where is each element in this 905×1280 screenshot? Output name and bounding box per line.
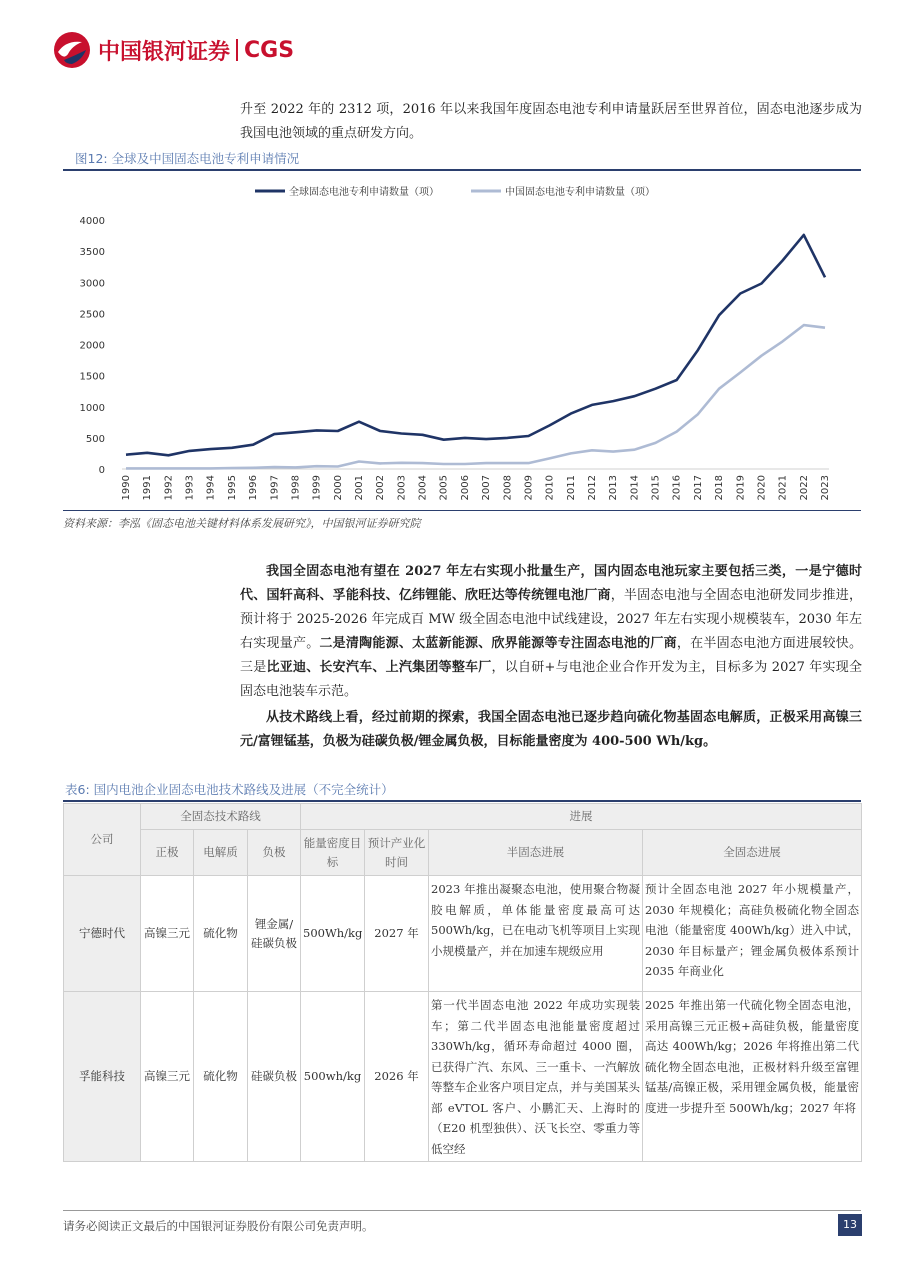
cell-electrolyte: 硫化物 — [194, 876, 248, 992]
body-bold-2: 二是清陶能源、太蓝新能源、欣界能源等专注固态电池的厂商 — [319, 636, 677, 651]
x-tick-label: 1994 — [205, 475, 217, 501]
x-tick-label: 2004 — [417, 475, 429, 501]
table-row — [64, 876, 862, 992]
x-tick-label: 1995 — [226, 475, 238, 501]
y-tick-label: 500 — [85, 433, 105, 445]
x-tick-label: 2000 — [332, 475, 344, 501]
x-tick-label: 1993 — [184, 475, 196, 501]
x-tick-label: 1999 — [311, 475, 323, 501]
x-tick-label: 2005 — [438, 475, 450, 501]
cell-electrolyte: 硫化物 — [194, 992, 248, 1162]
x-tick-label: 2016 — [671, 475, 683, 501]
legend-label: 中国固态电池专利申请数量（项） — [505, 187, 655, 198]
body-paragraph-2: 从技术路线上看，经过前期的探索，我国全固态电池已逐步趋向硫化物基固态电解质，正极采用高镍三元/富锂锰基，负极为硅碳负极/锂金属负极，目标能量密度为 400-500 Wh/kg。 — [240, 710, 862, 749]
y-tick-label: 3000 — [79, 278, 105, 290]
x-tick-label: 2018 — [714, 475, 726, 501]
body-paragraph-1 — [240, 560, 862, 704]
cell-company: 宁德时代 — [64, 876, 141, 992]
x-tick-label: 1997 — [269, 475, 281, 501]
patent-chart — [63, 172, 861, 510]
cell-cathode: 高镍三元 — [141, 876, 194, 992]
intro-paragraph: 升至 2022 年的 2312 项，2016 年以来我国年度固态电池专利申请量跃居至世界首位，固态电池逐步成为我国电池领域的重点研发方向。 — [240, 102, 862, 141]
header — [52, 30, 294, 70]
cell-semi-progress: 第一代半固态电池 2022 年成功实现装车；第二代半固态电池能量密度超过 330Wh/kg，循环寿命超过 4000 圈，已获得广汽、东风、三一重卡、一汽解放等整车企业客户项目定点，并与美国某头部 eVTOL 客户、小鹏汇天、上海时的（E20 机型独供）、沃飞长空、零重力等低空经 — [429, 992, 643, 1162]
figure-title: 图12: 全球及中国固态电池专利申请情况 — [63, 149, 861, 171]
x-tick-label: 1998 — [290, 475, 302, 501]
x-tick-label: 2008 — [502, 475, 514, 501]
brand-name-cn: 中国银河证券 — [98, 39, 231, 65]
table-row — [64, 992, 862, 1162]
x-tick-label: 2023 — [820, 475, 831, 501]
cell-energy: 500Wh/kg — [301, 876, 365, 992]
x-tick-label: 1996 — [248, 475, 260, 501]
y-tick-label: 4000 — [79, 216, 105, 227]
cell-full-progress: 2025 年推出第一代硫化物全固态电池，采用高镍三元正极+高硅负极，能量密度高达 400Wh/kg；2026 年将推出第二代硫化物全固态电池，正极材料升级至富锂锰基/高镍正极，采用锂金属负极，能量密度进一步提升至 500Wh/kg；2027 年将 — [643, 992, 862, 1162]
cgs-logo-icon — [52, 30, 92, 70]
cell-semi-progress: 2023 年推出凝聚态电池，使用聚合物凝胶电解质，单体能量密度最高可达 500Wh/kg，已在电动飞机等项目上实现小规模量产，并在加速车规级应用 — [429, 876, 643, 992]
header-energy-target: 能量密度目标 — [301, 830, 365, 876]
body-text-1: ，半固态电池与全固态电池研发同步推进，预计将于 2025-2026 年完成百 MW 级全固态电池中试线建设，2027 年左右实现小规模装车，2030 年左右实现量产。 — [240, 588, 862, 651]
y-tick-label: 1000 — [79, 402, 105, 414]
chart-svg — [63, 172, 861, 510]
header-cathode: 正极 — [141, 830, 194, 876]
header-industrial-time: 预计产业化时间 — [365, 830, 429, 876]
y-tick-label: 1500 — [79, 371, 105, 383]
cell-full-progress: 预计全固态电池 2027 年小规模量产，2030 年规模化；高硅负极硫化物全固态电池（能量密度 400Wh/kg）进入中试，2030 年目标量产；锂金属负极体系预计 2035 年商业化 — [643, 876, 862, 992]
page-number: 13 — [838, 1214, 862, 1236]
x-tick-label: 2001 — [354, 475, 365, 501]
brand-separator — [236, 39, 238, 61]
table-header-row-2 — [64, 830, 862, 876]
cell-energy: 500wh/kg — [301, 992, 365, 1162]
x-tick-label: 2011 — [565, 475, 577, 501]
body-text-3: ，以自研+与电池企业合作开发为主，目标多为 2027 年实现全固态电池装车示范。 — [240, 660, 862, 699]
x-tick-label: 1991 — [142, 475, 154, 501]
footer-divider — [63, 1210, 861, 1211]
x-tick-label: 2022 — [798, 475, 810, 501]
x-tick-label: 2002 — [375, 475, 387, 501]
x-tick-label: 2013 — [608, 475, 620, 501]
x-tick-label: 2009 — [523, 475, 535, 501]
footer-disclaimer: 请务必阅读正文最后的中国银河证券股份有限公司免责声明。 — [63, 1219, 374, 1233]
header-electrolyte: 电解质 — [194, 830, 248, 876]
x-tick-label: 1992 — [163, 475, 175, 501]
cell-time: 2027 年 — [365, 876, 429, 992]
table-title: 表6: 国内电池企业固态电池技术路线及进展（不完全统计） — [63, 780, 861, 802]
x-tick-label: 2003 — [396, 475, 408, 501]
header-company: 公司 — [64, 804, 141, 876]
body-bold-3: 比亚迪、长安汽车、上汽集团等整车厂 — [266, 660, 492, 675]
x-tick-label: 2010 — [544, 475, 556, 501]
y-tick-label: 2500 — [79, 309, 105, 321]
x-tick-label: 2021 — [777, 475, 789, 501]
header-route-group: 全固态技术路线 — [141, 804, 301, 830]
tech-route-table — [63, 803, 862, 1162]
header-semi-progress: 半固态进展 — [429, 830, 643, 876]
body-text-2: ，在半固态电池方面进展较快。三是 — [240, 636, 862, 675]
figure-source: 资料来源：李泓《固态电池关键材料体系发展研究》，中国银河证券研究院 — [63, 517, 421, 530]
brand-name-en: CGS — [244, 37, 295, 63]
body-bold-1: 我国全固态电池有望在 2027 年左右实现小批量生产，国内固态电池玩家主要包括三类，一是宁德时代、国轩高科、孚能科技、亿纬锂能、欣旺达等传统锂电池厂商 — [240, 564, 862, 603]
x-tick-label: 1990 — [121, 475, 132, 501]
source-divider — [63, 510, 861, 511]
cell-company: 孚能科技 — [64, 992, 141, 1162]
cell-time: 2026 年 — [365, 992, 429, 1162]
y-tick-label: 0 — [98, 465, 105, 476]
series-line-0 — [126, 235, 825, 455]
x-tick-label: 2019 — [735, 475, 747, 501]
x-tick-label: 2017 — [692, 475, 704, 501]
cell-anode: 硅碳负极 — [248, 992, 301, 1162]
x-tick-label: 2012 — [587, 475, 598, 501]
x-tick-label: 2014 — [629, 475, 641, 501]
table-header-row-1 — [64, 804, 862, 830]
y-tick-label: 2000 — [79, 340, 105, 352]
x-tick-label: 2015 — [650, 475, 662, 501]
y-tick-label: 3500 — [79, 247, 105, 259]
legend-label: 全球固态电池专利申请数量（项） — [289, 187, 439, 198]
x-tick-label: 2020 — [756, 475, 768, 501]
x-tick-label: 2006 — [459, 475, 471, 501]
cell-cathode: 高镍三元 — [141, 992, 194, 1162]
header-full-progress: 全固态进展 — [643, 830, 862, 876]
header-anode: 负极 — [248, 830, 301, 876]
x-tick-label: 2007 — [481, 475, 493, 501]
header-progress-group: 进展 — [301, 804, 862, 830]
cell-anode: 锂金属/硅碳负极 — [248, 876, 301, 992]
